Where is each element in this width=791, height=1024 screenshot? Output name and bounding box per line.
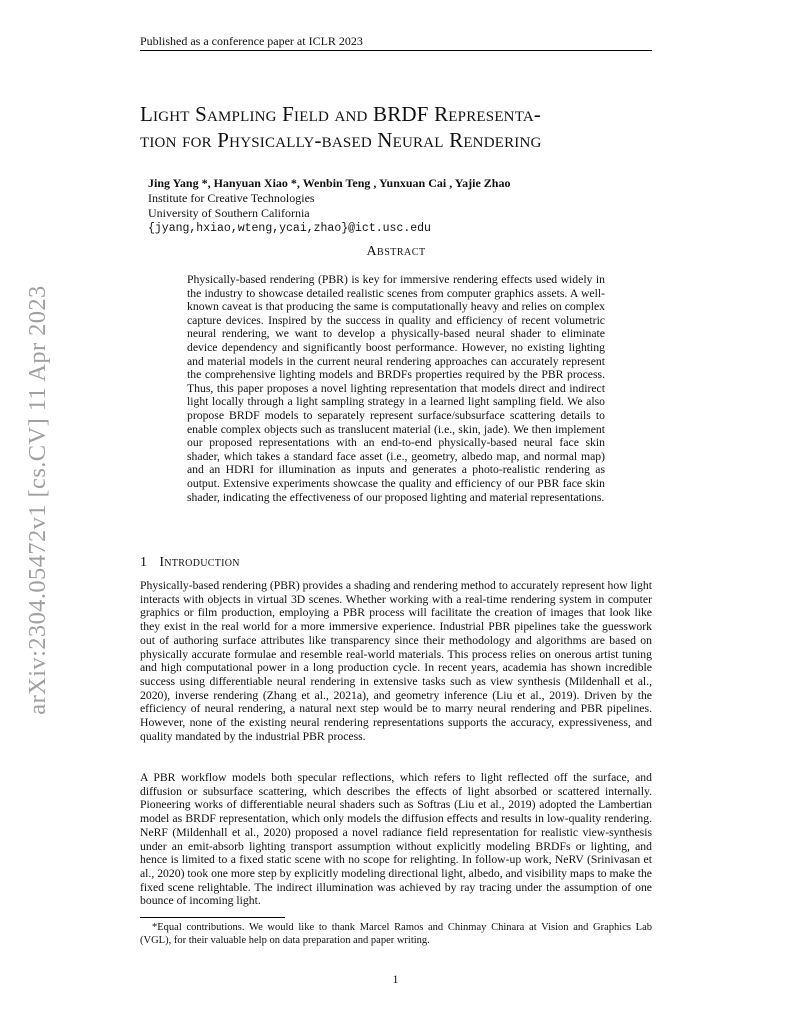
paper-title [140,101,660,153]
author-names: Jing Yang *, Hanyuan Xiao *, Wenbin Teng , Yunxuan Cai , Yajie Zhao [148,176,511,190]
author-block [148,176,648,236]
page-number: 1 [392,972,399,986]
abstract-heading: Abstract [366,244,426,259]
intro-paragraph-2: A PBR workflow models both specular reflections, which refers to light reflected off the surface, and diffusion or subsurface scattering, which describes the effects of light absorbed or scattered internally. Pioneering works of differentiable neural shaders such as Softras (Liu et al., 2019) adopted the Lambertian model as BRDF representation, which only models the diffusion effects and results in low-quality rendering. NeRF (Mildenhall et al., 2020) proposed a novel radiance field representation for realistic view-synthesis under an emit-absorb lighting transport assumption without explicitly modeling BRDFs or lighting, and hence is limited to a fixed static scene with no scope for relighting. In follow-up work, NeRV (Srinivasan et al., 2020) took one more step by explicitly modeling directional light, albedo, and visibility maps to make the fixed scene relightable. The indirect illumination was achieved by ray tracing under the assumption of one bounce of incoming light. [140,771,652,908]
arxiv-sidebar [18,260,58,740]
section-number: 1 [140,555,148,570]
affiliation-institute: Institute for Creative Technologies [148,191,315,205]
abstract-text: Physically-based rendering (PBR) is key for immersive rendering effects used widely in the industry to showcase detailed realistic scenes from computer graphics assets. A well-known caveat is that producing the same is computationally heavy and relies on complex capture devices. Inspired by the success in quality and efficiency of recent volumetric neural rendering, we want to develop a physically-based neural shader to eliminate device dependency and significantly boost performance. However, no existing lighting and material models in the current neural rendering approaches can accurately represent the comprehensive lighting models and BRDFs properties required by the PBR process. Thus, this paper proposes a novel lighting representation that models direct and indirect light locally through a light sampling strategy in a learned light sampling field. We also propose BRDF models to separately represent surface/subsurface scattering details to enable complex objects such as translucent material (i.e., skin, jade). We then implement our proposed representations with an end-to-end physically-based neural face skin shader, which takes a standard face asset (i.e., geometry, albedo map, and normal map) and an HDRI for illumination as inputs and generates a photo-realistic rendering as output. Extensive experiments showcase the quality and efficiency of our PBR face skin shader, indicating the effectiveness of our proposed lighting and material representations. [187,273,605,504]
title-line-1: Light Sampling Field and BRDF Representa- [140,102,542,126]
affiliation-university: University of Southern California [148,206,310,220]
arxiv-identifier[interactable]: arXiv:2304.05472v1 [cs.CV] 11 Apr 2023 [24,285,51,715]
author-emails[interactable]: {jyang,hxiao,wteng,ycai,zhao}@ict.usc.edu [148,222,431,235]
section-heading-introduction [140,555,652,571]
title-line-2: tion for Physically-based Neural Rendering [140,128,542,152]
section-title: Introduction [159,555,240,570]
running-header: Published as a conference paper at ICLR 2023 [140,34,652,51]
footnote: *Equal contributions. We would like to thank Marcel Ramos and Chinmay Chinara at Vision and Graphics Lab (VGL), for their valuable help on data preparation and paper writing. [140,922,652,946]
intro-paragraph-1: Physically-based rendering (PBR) provides a shading and rendering method to accurately represent how light interacts with objects in virtual 3D scenes. Whether working with a real-time rendering system in computer graphics or film production, employing a PBR process will facilitate the creation of images that look like they exist in the real world for a more immersive experience. Industrial PBR pipelines take the guesswork out of authoring surface attributes like transparency since their methodology and algorithms are based on physically accurate formulae and resemble real-world materials. This process relies on onerous artist tuning and high computational power in a long production cycle. In recent years, academia has shown incredible success using differentiable neural rendering in extensive tasks such as view synthesis (Mildenhall et al., 2020), inverse rendering (Zhang et al., 2021a), and geometry inference (Liu et al., 2019). Driven by the efficiency of neural rendering, a natural next step would be to marry neural rendering and PBR pipelines. However, none of the existing neural rendering representations supports the accuracy, expressiveness, and quality mandated by the industrial PBR process. [140,579,652,743]
footnote-rule [140,917,285,918]
